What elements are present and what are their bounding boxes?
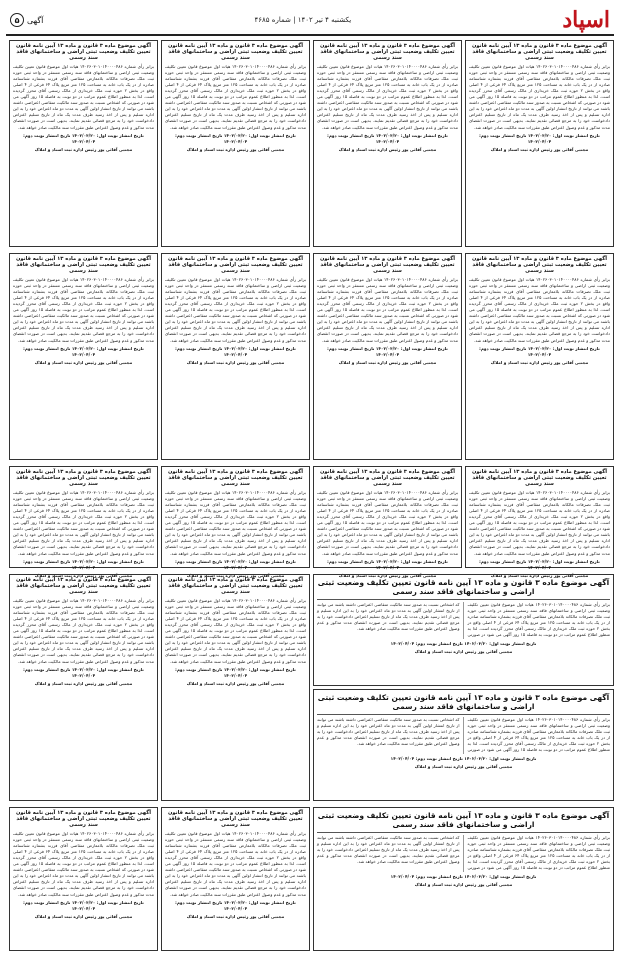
registration-notice <box>161 253 310 460</box>
notice-signature: مجتبی آقائی پور رئیس اداره ثبت اسناد و املاک <box>34 913 133 919</box>
notice-body: برابر رأی شماره ۱۴۰۲۶۰۳۰۱۰۱۴۰۰۰۰۴۸۶ هیات اول موضوع قانون تعیین تکلیف وضعیت ثبتی اراضی و ساختمانهای فاقد سند رسمی مستقر در واحد ثبتی حوزه ثبت ملک تصرفات مالکانه بلامعارض متقاضی آقای فرزند بشماره شناسنامه صادره از در یک باب خانه به مساحت ۱۲۵ متر مربع پلاک ۶۴ فرعی از ۴ اصلی واقع در بخش ۲ حوزه ثبت ملک خریداری از مالک رسمی آقای محرز گردیده است. لذا به منظور اطلاع عموم مراتب در دو نوبت به فاصله ۱۵ روز آگهی می شود در صورتی که اشخاص نسبت به صدور سند مالکیت متقاضی اعتراضی داشته باشند می توانند از تاریخ انتشار اولین آگهی به مدت دو ماه اعتراض خود را به این اداره تسلیم و پس از اخذ رسید ظرف مدت یک ماه از تاریخ تسلیم اعتراض دادخواست خود را به مرجع قضائی تقدیم نمایند. بدیهی است در صورت انقضای مدت مذکور و عدم وصول اعتراض طبق مقررات سند مالکیت صادر خواهد شد. <box>317 717 611 753</box>
notice-dates: تاریخ انتشار نوبت اول: ۱۴۰۲/۰۳/۲۰ تاریخ انتشار نوبت دوم: ۱۴۰۲/۰۴/۰۴ <box>327 132 448 144</box>
notice-signature: مجتبی آقائی پور رئیس اداره ثبت اسناد و املاک <box>34 146 133 152</box>
notice-title: آگهی موضوع ماده ۳ قانون و ماده ۱۳ آیین نامه قانون تعیین تکلیف وضعیت ثبتی اراضی و ساختمانهای فاقد سند رسمی <box>167 577 304 596</box>
notice-title: آگهی موضوع ماده ۳ قانون و ماده ۱۳ آیین نامه قانون تعیین تکلیف وضعیت ثبتی اراضی و ساختمانهای فاقد سند رسمی <box>167 43 304 62</box>
notice-body: برابر رأی شماره ۱۴۰۲۶۰۳۰۱۰۱۴۰۰۰۰۴۸۶ هیات اول موضوع قانون تعیین تکلیف وضعیت ثبتی اراضی و ساختمانهای فاقد سند رسمی مستقر در واحد ثبتی حوزه ثبت ملک تصرفات مالکانه بلامعارض متقاضی آقای فرزند بشماره شناسنامه صادره از در یک باب خانه به مساحت ۱۲۵ متر مربع پلاک ۶۴ فرعی از ۴ اصلی واقع در بخش ۲ حوزه ثبت ملک خریداری از مالک رسمی آقای محرز گردیده است. لذا به منظور اطلاع عموم مراتب در دو نوبت به فاصله ۱۵ روز آگهی می شود در صورتی که اشخاص نسبت به صدور سند مالکیت متقاضی اعتراضی داشته باشند می توانند از تاریخ انتشار اولین آگهی به مدت دو ماه اعتراض خود را به این اداره تسلیم و پس از اخذ رسید ظرف مدت یک ماه از تاریخ تسلیم اعتراض دادخواست خود را به مرجع قضائی تقدیم نمایند. بدیهی است در صورت انقضای مدت مذکور و عدم وصول اعتراض طبق مقررات سند مالکیت صادر خواهد شد. <box>13 830 155 897</box>
notice-dates: تاریخ انتشار نوبت اول: ۱۴۰۲/۰۳/۲۰ تاریخ انتشار نوبت دوم: ۱۴۰۲/۰۴/۰۴ <box>23 558 144 570</box>
notice-title: آگهی موضوع ماده ۳ قانون و ماده ۱۳ آیین نامه قانون تعیین تکلیف وضعیت ثبتی اراضی و ساختمانهای فاقد سند رسمی <box>15 810 152 829</box>
notice-dates: تاریخ انتشار نوبت اول: ۱۴۰۲/۰۳/۲۰ تاریخ انتشار نوبت دوم: ۱۴۰۲/۰۴/۰۴ <box>327 558 448 570</box>
notice-signature: مجتبی آقائی پور رئیس اداره ثبت اسناد و املاک <box>186 572 285 578</box>
notice-signature: مجتبی آقائی پور رئیس اداره ثبت اسناد و املاک <box>186 913 285 919</box>
notice-body: برابر رأی شماره ۱۴۰۲۶۰۳۰۱۰۱۴۰۰۰۰۴۸۶ هیات اول موضوع قانون تعیین تکلیف وضعیت ثبتی اراضی و ساختمانهای فاقد سند رسمی مستقر در واحد ثبتی حوزه ثبت ملک تصرفات مالکانه بلامعارض متقاضی آقای فرزند بشماره شناسنامه صادره از در یک باب خانه به مساحت ۱۲۵ متر مربع پلاک ۶۴ فرعی از ۴ اصلی واقع در بخش ۲ حوزه ثبت ملک خریداری از مالک رسمی آقای محرز گردیده است. لذا به منظور اطلاع عموم مراتب در دو نوبت به فاصله ۱۵ روز آگهی می شود در صورتی که اشخاص نسبت به صدور سند مالکیت متقاضی اعتراضی داشته باشند می توانند از تاریخ انتشار اولین آگهی به مدت دو ماه اعتراض خود را به این اداره تسلیم و پس از اخذ رسید ظرف مدت یک ماه از تاریخ تسلیم اعتراض دادخواست خود را به مرجع قضائی تقدیم نمایند. بدیهی است در صورت انقضای مدت مذکور و عدم وصول اعتراض طبق مقررات سند مالکیت صادر خواهد شد. <box>469 276 611 343</box>
notice-signature: مجتبی آقائی پور رئیس اداره ثبت اسناد و املاک <box>34 572 133 578</box>
notice-body: برابر رأی شماره ۱۴۰۲۶۰۳۰۱۰۱۴۰۰۰۰۴۸۶ هیات اول موضوع قانون تعیین تکلیف وضعیت ثبتی اراضی و ساختمانهای فاقد سند رسمی مستقر در واحد ثبتی حوزه ثبت ملک تصرفات مالکانه بلامعارض متقاضی آقای فرزند بشماره شناسنامه صادره از در یک باب خانه به مساحت ۱۲۵ متر مربع پلاک ۶۴ فرعی از ۴ اصلی واقع در بخش ۲ حوزه ثبت ملک خریداری از مالک رسمی آقای محرز گردیده است. لذا به منظور اطلاع عموم مراتب در دو نوبت به فاصله ۱۵ روز آگهی می شود در صورتی که اشخاص نسبت به صدور سند مالکیت متقاضی اعتراضی داشته باشند می توانند از تاریخ انتشار اولین آگهی به مدت دو ماه اعتراض خود را به این اداره تسلیم و پس از اخذ رسید ظرف مدت یک ماه از تاریخ تسلیم اعتراض دادخواست خود را به مرجع قضائی تقدیم نمایند. بدیهی است در صورت انقضای مدت مذکور و عدم وصول اعتراض طبق مقررات سند مالکیت صادر خواهد شد. <box>165 830 307 897</box>
notice-title: آگهی موضوع ماده ۳ قانون و ماده ۱۳ آیین نامه قانون تعیین تکلیف وضعیت ثبتی اراضی و ساختمانهای فاقد سند رسمی <box>15 577 152 596</box>
notice-body: برابر رأی شماره ۱۴۰۲۶۰۳۰۱۰۱۴۰۰۰۰۴۸۶ هیات اول موضوع قانون تعیین تکلیف وضعیت ثبتی اراضی و ساختمانهای فاقد سند رسمی مستقر در واحد ثبتی حوزه ثبت ملک تصرفات مالکانه بلامعارض متقاضی آقای فرزند بشماره شناسنامه صادره از در یک باب خانه به مساحت ۱۲۵ متر مربع پلاک ۶۴ فرعی از ۴ اصلی واقع در بخش ۲ حوزه ثبت ملک خریداری از مالک رسمی آقای محرز گردیده است. لذا به منظور اطلاع عموم مراتب در دو نوبت به فاصله ۱۵ روز آگهی می شود در صورتی که اشخاص نسبت به صدور سند مالکیت متقاضی اعتراضی داشته باشند می توانند از تاریخ انتشار اولین آگهی به مدت دو ماه اعتراض خود را به این اداره تسلیم و پس از اخذ رسید ظرف مدت یک ماه از تاریخ تسلیم اعتراض دادخواست خود را به مرجع قضائی تقدیم نمایند. بدیهی است در صورت انقضای مدت مذکور و عدم وصول اعتراض طبق مقررات سند مالکیت صادر خواهد شد. <box>165 597 307 664</box>
notice-title: آگهی موضوع ماده ۳ قانون و ماده ۱۳ آیین نامه قانون تعیین تکلیف وضعیت ثبتی اراضی و ساختمانهای فاقد سند رسمی <box>15 256 152 275</box>
issue-info: یکشنبه ۴ تیر ۱۴۰۲ | شماره ۴۶۸۵ <box>254 16 352 24</box>
registration-notice <box>9 253 158 460</box>
notice-title: آگهی موضوع ماده ۳ قانون و ماده ۱۳ آیین نامه قانون تعیین تکلیف وضعیت ثبتی اراضی و ساختمانهای فاقد سند رسمی <box>317 692 610 715</box>
notice-title: آگهی موضوع ماده ۳ قانون و ماده ۱۳ آیین نامه قانون تعیین تکلیف وضعیت ثبتی اراضی و ساختمانهای فاقد سند رسمی <box>319 469 456 488</box>
notice-dates: تاریخ انتشار نوبت اول: ۱۴۰۲/۰۳/۲۰ تاریخ انتشار نوبت دوم: ۱۴۰۲/۰۴/۰۴ <box>327 345 448 357</box>
notice-dates: تاریخ انتشار نوبت اول: ۱۴۰۲/۰۳/۲۰ تاریخ انتشار نوبت دوم: ۱۴۰۲/۰۴/۰۴ <box>479 345 600 357</box>
notice-body: برابر رأی شماره ۱۴۰۲۶۰۳۰۱۰۱۴۰۰۰۰۴۸۶ هیات اول موضوع قانون تعیین تکلیف وضعیت ثبتی اراضی و ساختمانهای فاقد سند رسمی مستقر در واحد ثبتی حوزه ثبت ملک تصرفات مالکانه بلامعارض متقاضی آقای فرزند بشماره شناسنامه صادره از در یک باب خانه به مساحت ۱۲۵ متر مربع پلاک ۶۴ فرعی از ۴ اصلی واقع در بخش ۲ حوزه ثبت ملک خریداری از مالک رسمی آقای محرز گردیده است. لذا به منظور اطلاع عموم مراتب در دو نوبت به فاصله ۱۵ روز آگهی می شود در صورتی که اشخاص نسبت به صدور سند مالکیت متقاضی اعتراضی داشته باشند می توانند از تاریخ انتشار اولین آگهی به مدت دو ماه اعتراض خود را به این اداره تسلیم و پس از اخذ رسید ظرف مدت یک ماه از تاریخ تسلیم اعتراض دادخواست خود را به مرجع قضائی تقدیم نمایند. بدیهی است در صورت انقضای مدت مذکور و عدم وصول اعتراض طبق مقررات سند مالکیت صادر خواهد شد. <box>13 63 155 130</box>
notice-dates: تاریخ انتشار نوبت اول: ۱۴۰۲/۰۳/۲۰ تاریخ انتشار نوبت دوم: ۱۴۰۲/۰۴/۰۴ <box>479 558 600 570</box>
registration-notice <box>161 40 310 247</box>
notice-body: برابر رأی شماره ۱۴۰۲۶۰۳۰۱۰۱۴۰۰۰۰۴۸۶ هیات اول موضوع قانون تعیین تکلیف وضعیت ثبتی اراضی و ساختمانهای فاقد سند رسمی مستقر در واحد ثبتی حوزه ثبت ملک تصرفات مالکانه بلامعارض متقاضی آقای فرزند بشماره شناسنامه صادره از در یک باب خانه به مساحت ۱۲۵ متر مربع پلاک ۶۴ فرعی از ۴ اصلی واقع در بخش ۲ حوزه ثبت ملک خریداری از مالک رسمی آقای محرز گردیده است. لذا به منظور اطلاع عموم مراتب در دو نوبت به فاصله ۱۵ روز آگهی می شود در صورتی که اشخاص نسبت به صدور سند مالکیت متقاضی اعتراضی داشته باشند می توانند از تاریخ انتشار اولین آگهی به مدت دو ماه اعتراض خود را به این اداره تسلیم و پس از اخذ رسید ظرف مدت یک ماه از تاریخ تسلیم اعتراض دادخواست خود را به مرجع قضائی تقدیم نمایند. بدیهی است در صورت انقضای مدت مذکور و عدم وصول اعتراض طبق مقررات سند مالکیت صادر خواهد شد. <box>317 276 459 343</box>
notice-dates: تاریخ انتشار نوبت اول: ۱۴۰۲/۰۳/۲۰ تاریخ انتشار نوبت دوم: ۱۴۰۲/۰۴/۰۴ <box>479 132 600 144</box>
notice-body: برابر رأی شماره ۱۴۰۲۶۰۳۰۱۰۱۴۰۰۰۰۴۸۶ هیات اول موضوع قانون تعیین تکلیف وضعیت ثبتی اراضی و ساختمانهای فاقد سند رسمی مستقر در واحد ثبتی حوزه ثبت ملک تصرفات مالکانه بلامعارض متقاضی آقای فرزند بشماره شناسنامه صادره از در یک باب خانه به مساحت ۱۲۵ متر مربع پلاک ۶۴ فرعی از ۴ اصلی واقع در بخش ۲ حوزه ثبت ملک خریداری از مالک رسمی آقای محرز گردیده است. لذا به منظور اطلاع عموم مراتب در دو نوبت به فاصله ۱۵ روز آگهی می شود در صورتی که اشخاص نسبت به صدور سند مالکیت متقاضی اعتراضی داشته باشند می توانند از تاریخ انتشار اولین آگهی به مدت دو ماه اعتراض خود را به این اداره تسلیم و پس از اخذ رسید ظرف مدت یک ماه از تاریخ تسلیم اعتراض دادخواست خود را به مرجع قضائی تقدیم نمایند. بدیهی است در صورت انقضای مدت مذکور و عدم وصول اعتراض طبق مقررات سند مالکیت صادر خواهد شد. <box>469 63 611 130</box>
notice-title: آگهی موضوع ماده ۳ قانون و ماده ۱۳ آیین نامه قانون تعیین تکلیف وضعیت ثبتی اراضی و ساختمانهای فاقد سند رسمی <box>167 810 304 829</box>
registration-notice <box>9 466 158 578</box>
notice-dates: تاریخ انتشار نوبت اول: ۱۴۰۲/۰۳/۲۰ تاریخ انتشار نوبت دوم: ۱۴۰۲/۰۴/۰۴ <box>175 558 296 570</box>
notice-title: آگهی موضوع ماده ۳ قانون و ماده ۱۳ آیین نامه قانون تعیین تکلیف وضعیت ثبتی اراضی و ساختمانهای فاقد سند رسمی <box>317 577 610 600</box>
notice-body: برابر رأی شماره ۱۴۰۲۶۰۳۰۱۰۱۴۰۰۰۰۴۸۶ هیات اول موضوع قانون تعیین تکلیف وضعیت ثبتی اراضی و ساختمانهای فاقد سند رسمی مستقر در واحد ثبتی حوزه ثبت ملک تصرفات مالکانه بلامعارض متقاضی آقای فرزند بشماره شناسنامه صادره از در یک باب خانه به مساحت ۱۲۵ متر مربع پلاک ۶۴ فرعی از ۴ اصلی واقع در بخش ۲ حوزه ثبت ملک خریداری از مالک رسمی آقای محرز گردیده است. لذا به منظور اطلاع عموم مراتب در دو نوبت به فاصله ۱۵ روز آگهی می شود در صورتی که اشخاص نسبت به صدور سند مالکیت متقاضی اعتراضی داشته باشند می توانند از تاریخ انتشار اولین آگهی به مدت دو ماه اعتراض خود را به این اداره تسلیم و پس از اخذ رسید ظرف مدت یک ماه از تاریخ تسلیم اعتراض دادخواست خود را به مرجع قضائی تقدیم نمایند. بدیهی است در صورت انقضای مدت مذکور و عدم وصول اعتراض طبق مقررات سند مالکیت صادر خواهد شد. <box>317 602 611 638</box>
notice-body: برابر رأی شماره ۱۴۰۲۶۰۳۰۱۰۱۴۰۰۰۰۴۸۶ هیات اول موضوع قانون تعیین تکلیف وضعیت ثبتی اراضی و ساختمانهای فاقد سند رسمی مستقر در واحد ثبتی حوزه ثبت ملک تصرفات مالکانه بلامعارض متقاضی آقای فرزند بشماره شناسنامه صادره از در یک باب خانه به مساحت ۱۲۵ متر مربع پلاک ۶۴ فرعی از ۴ اصلی واقع در بخش ۲ حوزه ثبت ملک خریداری از مالک رسمی آقای محرز گردیده است. لذا به منظور اطلاع عموم مراتب در دو نوبت به فاصله ۱۵ روز آگهی می شود در صورتی که اشخاص نسبت به صدور سند مالکیت متقاضی اعتراضی داشته باشند می توانند از تاریخ انتشار اولین آگهی به مدت دو ماه اعتراض خود را به این اداره تسلیم و پس از اخذ رسید ظرف مدت یک ماه از تاریخ تسلیم اعتراض دادخواست خود را به مرجع قضائی تقدیم نمایند. بدیهی است در صورت انقضای مدت مذکور و عدم وصول اعتراض طبق مقررات سند مالکیت صادر خواهد شد. <box>13 276 155 343</box>
notice-body: برابر رأی شماره ۱۴۰۲۶۰۳۰۱۰۱۴۰۰۰۰۴۸۶ هیات اول موضوع قانون تعیین تکلیف وضعیت ثبتی اراضی و ساختمانهای فاقد سند رسمی مستقر در واحد ثبتی حوزه ثبت ملک تصرفات مالکانه بلامعارض متقاضی آقای فرزند بشماره شناسنامه صادره از در یک باب خانه به مساحت ۱۲۵ متر مربع پلاک ۶۴ فرعی از ۴ اصلی واقع در بخش ۲ حوزه ثبت ملک خریداری از مالک رسمی آقای محرز گردیده است. لذا به منظور اطلاع عموم مراتب در دو نوبت به فاصله ۱۵ روز آگهی می شود در صورتی که اشخاص نسبت به صدور سند مالکیت متقاضی اعتراضی داشته باشند می توانند از تاریخ انتشار اولین آگهی به مدت دو ماه اعتراض خود را به این اداره تسلیم و پس از اخذ رسید ظرف مدت یک ماه از تاریخ تسلیم اعتراض دادخواست خود را به مرجع قضائی تقدیم نمایند. بدیهی است در صورت انقضای مدت مذکور و عدم وصول اعتراض طبق مقررات سند مالکیت صادر خواهد شد. <box>13 489 155 556</box>
registration-notice <box>465 253 614 460</box>
notice-body: برابر رأی شماره ۱۴۰۲۶۰۳۰۱۰۱۴۰۰۰۰۴۸۶ هیات اول موضوع قانون تعیین تکلیف وضعیت ثبتی اراضی و ساختمانهای فاقد سند رسمی مستقر در واحد ثبتی حوزه ثبت ملک تصرفات مالکانه بلامعارض متقاضی آقای فرزند بشماره شناسنامه صادره از در یک باب خانه به مساحت ۱۲۵ متر مربع پلاک ۶۴ فرعی از ۴ اصلی واقع در بخش ۲ حوزه ثبت ملک خریداری از مالک رسمی آقای محرز گردیده است. لذا به منظور اطلاع عموم مراتب در دو نوبت به فاصله ۱۵ روز آگهی می شود در صورتی که اشخاص نسبت به صدور سند مالکیت متقاضی اعتراضی داشته باشند می توانند از تاریخ انتشار اولین آگهی به مدت دو ماه اعتراض خود را به این اداره تسلیم و پس از اخذ رسید ظرف مدت یک ماه از تاریخ تسلیم اعتراض دادخواست خود را به مرجع قضائی تقدیم نمایند. بدیهی است در صورت انقضای مدت مذکور و عدم وصول اعتراض طبق مقررات سند مالکیت صادر خواهد شد. <box>469 489 611 556</box>
registration-notice <box>313 40 462 247</box>
notice-title: آگهی موضوع ماده ۳ قانون و ماده ۱۳ آیین نامه قانون تعیین تکلیف وضعیت ثبتی اراضی و ساختمانهای فاقد سند رسمی <box>317 810 610 833</box>
notice-signature: مجتبی آقائی پور رئیس اداره ثبت اسناد و املاک <box>414 648 513 654</box>
registration-notice <box>9 807 158 951</box>
notice-title: آگهی موضوع ماده ۳ قانون و ماده ۱۳ آیین نامه قانون تعیین تکلیف وضعیت ثبتی اراضی و ساختمانهای فاقد سند رسمی <box>15 43 152 62</box>
notice-signature: مجتبی آقائی پور رئیس اداره ثبت اسناد و املاک <box>34 359 133 365</box>
notice-body: برابر رأی شماره ۱۴۰۲۶۰۳۰۱۰۱۴۰۰۰۰۴۸۶ هیات اول موضوع قانون تعیین تکلیف وضعیت ثبتی اراضی و ساختمانهای فاقد سند رسمی مستقر در واحد ثبتی حوزه ثبت ملک تصرفات مالکانه بلامعارض متقاضی آقای فرزند بشماره شناسنامه صادره از در یک باب خانه به مساحت ۱۲۵ متر مربع پلاک ۶۴ فرعی از ۴ اصلی واقع در بخش ۲ حوزه ثبت ملک خریداری از مالک رسمی آقای محرز گردیده است. لذا به منظور اطلاع عموم مراتب در دو نوبت به فاصله ۱۵ روز آگهی می شود در صورتی که اشخاص نسبت به صدور سند مالکیت متقاضی اعتراضی داشته باشند می توانند از تاریخ انتشار اولین آگهی به مدت دو ماه اعتراض خود را به این اداره تسلیم و پس از اخذ رسید ظرف مدت یک ماه از تاریخ تسلیم اعتراض دادخواست خود را به مرجع قضائی تقدیم نمایند. بدیهی است در صورت انقضای مدت مذکور و عدم وصول اعتراض طبق مقررات سند مالکیت صادر خواهد شد. <box>317 63 459 130</box>
notice-dates: تاریخ انتشار نوبت اول: ۱۴۰۲/۰۳/۲۰ تاریخ انتشار نوبت دوم: ۱۴۰۲/۰۴/۰۴ <box>175 345 296 357</box>
notice-title: آگهی موضوع ماده ۳ قانون و ماده ۱۳ آیین نامه قانون تعیین تکلیف وضعیت ثبتی اراضی و ساختمانهای فاقد سند رسمی <box>15 469 152 488</box>
notice-dates: تاریخ انتشار نوبت اول: ۱۴۰۲/۰۳/۲۰ تاریخ انتشار نوبت دوم: ۱۴۰۲/۰۴/۰۴ <box>23 666 144 678</box>
notice-signature: مجتبی آقائی پور رئیس اداره ثبت اسناد و املاک <box>186 680 285 686</box>
notice-dates: تاریخ انتشار نوبت اول: ۱۴۰۲/۰۳/۲۰ تاریخ انتشار نوبت دوم: ۱۴۰۲/۰۴/۰۴ <box>175 132 296 144</box>
notice-signature: مجتبی آقائی پور رئیس اداره ثبت اسناد و املاک <box>338 572 437 578</box>
notice-signature: مجتبی آقائی پور رئیس اداره ثبت اسناد و املاک <box>338 146 437 152</box>
notice-title: آگهی موضوع ماده ۳ قانون و ماده ۱۳ آیین نامه قانون تعیین تکلیف وضعیت ثبتی اراضی و ساختمانهای فاقد سند رسمی <box>319 43 456 62</box>
notice-body: برابر رأی شماره ۱۴۰۲۶۰۳۰۱۰۱۴۰۰۰۰۴۸۶ هیات اول موضوع قانون تعیین تکلیف وضعیت ثبتی اراضی و ساختمانهای فاقد سند رسمی مستقر در واحد ثبتی حوزه ثبت ملک تصرفات مالکانه بلامعارض متقاضی آقای فرزند بشماره شناسنامه صادره از در یک باب خانه به مساحت ۱۲۵ متر مربع پلاک ۶۴ فرعی از ۴ اصلی واقع در بخش ۲ حوزه ثبت ملک خریداری از مالک رسمی آقای محرز گردیده است. لذا به منظور اطلاع عموم مراتب در دو نوبت به فاصله ۱۵ روز آگهی می شود در صورتی که اشخاص نسبت به صدور سند مالکیت متقاضی اعتراضی داشته باشند می توانند از تاریخ انتشار اولین آگهی به مدت دو ماه اعتراض خود را به این اداره تسلیم و پس از اخذ رسید ظرف مدت یک ماه از تاریخ تسلیم اعتراض دادخواست خود را به مرجع قضائی تقدیم نمایند. بدیهی است در صورت انقضای مدت مذکور و عدم وصول اعتراض طبق مقررات سند مالکیت صادر خواهد شد. <box>317 835 611 871</box>
notice-body: برابر رأی شماره ۱۴۰۲۶۰۳۰۱۰۱۴۰۰۰۰۴۸۶ هیات اول موضوع قانون تعیین تکلیف وضعیت ثبتی اراضی و ساختمانهای فاقد سند رسمی مستقر در واحد ثبتی حوزه ثبت ملک تصرفات مالکانه بلامعارض متقاضی آقای فرزند بشماره شناسنامه صادره از در یک باب خانه به مساحت ۱۲۵ متر مربع پلاک ۶۴ فرعی از ۴ اصلی واقع در بخش ۲ حوزه ثبت ملک خریداری از مالک رسمی آقای محرز گردیده است. لذا به منظور اطلاع عموم مراتب در دو نوبت به فاصله ۱۵ روز آگهی می شود در صورتی که اشخاص نسبت به صدور سند مالکیت متقاضی اعتراضی داشته باشند می توانند از تاریخ انتشار اولین آگهی به مدت دو ماه اعتراض خود را به این اداره تسلیم و پس از اخذ رسید ظرف مدت یک ماه از تاریخ تسلیم اعتراض دادخواست خود را به مرجع قضائی تقدیم نمایند. بدیهی است در صورت انقضای مدت مذکور و عدم وصول اعتراض طبق مقررات سند مالکیت صادر خواهد شد. <box>13 597 155 664</box>
notice-title: آگهی موضوع ماده ۳ قانون و ماده ۱۳ آیین نامه قانون تعیین تکلیف وضعیت ثبتی اراضی و ساختمانهای فاقد سند رسمی <box>167 469 304 488</box>
section-label: آگهی <box>27 15 44 25</box>
registration-notice <box>313 574 614 686</box>
notice-signature: مجتبی آقائی پور رئیس اداره ثبت اسناد و املاک <box>490 572 589 578</box>
notice-signature: مجتبی آقائی پور رئیس اداره ثبت اسناد و املاک <box>34 680 133 686</box>
notice-signature: مجتبی آقائی پور رئیس اداره ثبت اسناد و املاک <box>186 146 285 152</box>
notice-title: آگهی موضوع ماده ۳ قانون و ماده ۱۳ آیین نامه قانون تعیین تکلیف وضعیت ثبتی اراضی و ساختمانهای فاقد سند رسمی <box>471 469 608 488</box>
notice-dates: تاریخ انتشار نوبت اول: ۱۴۰۲/۰۳/۲۰ تاریخ انتشار نوبت دوم: ۱۴۰۲/۰۴/۰۴ <box>390 755 537 761</box>
notice-dates: تاریخ انتشار نوبت اول: ۱۴۰۲/۰۳/۲۰ تاریخ انتشار نوبت دوم: ۱۴۰۲/۰۴/۰۴ <box>390 873 537 879</box>
registration-notice <box>313 253 462 460</box>
registration-notice <box>465 466 614 578</box>
notice-signature: مجتبی آقائی پور رئیس اداره ثبت اسناد و املاک <box>414 881 513 887</box>
notice-body: برابر رأی شماره ۱۴۰۲۶۰۳۰۱۰۱۴۰۰۰۰۴۸۶ هیات اول موضوع قانون تعیین تکلیف وضعیت ثبتی اراضی و ساختمانهای فاقد سند رسمی مستقر در واحد ثبتی حوزه ثبت ملک تصرفات مالکانه بلامعارض متقاضی آقای فرزند بشماره شناسنامه صادره از در یک باب خانه به مساحت ۱۲۵ متر مربع پلاک ۶۴ فرعی از ۴ اصلی واقع در بخش ۲ حوزه ثبت ملک خریداری از مالک رسمی آقای محرز گردیده است. لذا به منظور اطلاع عموم مراتب در دو نوبت به فاصله ۱۵ روز آگهی می شود در صورتی که اشخاص نسبت به صدور سند مالکیت متقاضی اعتراضی داشته باشند می توانند از تاریخ انتشار اولین آگهی به مدت دو ماه اعتراض خود را به این اداره تسلیم و پس از اخذ رسید ظرف مدت یک ماه از تاریخ تسلیم اعتراض دادخواست خود را به مرجع قضائی تقدیم نمایند. بدیهی است در صورت انقضای مدت مذکور و عدم وصول اعتراض طبق مقررات سند مالکیت صادر خواهد شد. <box>317 489 459 556</box>
registration-notice <box>9 40 158 247</box>
notice-body: برابر رأی شماره ۱۴۰۲۶۰۳۰۱۰۱۴۰۰۰۰۴۸۶ هیات اول موضوع قانون تعیین تکلیف وضعیت ثبتی اراضی و ساختمانهای فاقد سند رسمی مستقر در واحد ثبتی حوزه ثبت ملک تصرفات مالکانه بلامعارض متقاضی آقای فرزند بشماره شناسنامه صادره از در یک باب خانه به مساحت ۱۲۵ متر مربع پلاک ۶۴ فرعی از ۴ اصلی واقع در بخش ۲ حوزه ثبت ملک خریداری از مالک رسمی آقای محرز گردیده است. لذا به منظور اطلاع عموم مراتب در دو نوبت به فاصله ۱۵ روز آگهی می شود در صورتی که اشخاص نسبت به صدور سند مالکیت متقاضی اعتراضی داشته باشند می توانند از تاریخ انتشار اولین آگهی به مدت دو ماه اعتراض خود را به این اداره تسلیم و پس از اخذ رسید ظرف مدت یک ماه از تاریخ تسلیم اعتراض دادخواست خود را به مرجع قضائی تقدیم نمایند. بدیهی است در صورت انقضای مدت مذکور و عدم وصول اعتراض طبق مقررات سند مالکیت صادر خواهد شد. <box>165 63 307 130</box>
notice-title: آگهی موضوع ماده ۳ قانون و ماده ۱۳ آیین نامه قانون تعیین تکلیف وضعیت ثبتی اراضی و ساختمانهای فاقد سند رسمی <box>471 256 608 275</box>
notice-dates: تاریخ انتشار نوبت اول: ۱۴۰۲/۰۳/۲۰ تاریخ انتشار نوبت دوم: ۱۴۰۲/۰۴/۰۴ <box>390 640 537 646</box>
registration-notice <box>9 574 158 801</box>
notice-dates: تاریخ انتشار نوبت اول: ۱۴۰۲/۰۳/۲۰ تاریخ انتشار نوبت دوم: ۱۴۰۲/۰۴/۰۴ <box>23 899 144 911</box>
notice-dates: تاریخ انتشار نوبت اول: ۱۴۰۲/۰۳/۲۰ تاریخ انتشار نوبت دوم: ۱۴۰۲/۰۴/۰۴ <box>175 899 296 911</box>
registration-notice <box>313 807 614 951</box>
page-number: ۵ <box>10 13 24 27</box>
registration-notice <box>313 689 614 801</box>
page-badge <box>10 13 43 27</box>
notice-title: آگهی موضوع ماده ۳ قانون و ماده ۱۳ آیین نامه قانون تعیین تکلیف وضعیت ثبتی اراضی و ساختمانهای فاقد سند رسمی <box>319 256 456 275</box>
notice-signature: مجتبی آقائی پور رئیس اداره ثبت اسناد و املاک <box>490 359 589 365</box>
notice-signature: مجتبی آقائی پور رئیس اداره ثبت اسناد و املاک <box>186 359 285 365</box>
registration-notice <box>465 40 614 247</box>
notice-signature: مجتبی آقائی پور رئیس اداره ثبت اسناد و املاک <box>490 146 589 152</box>
registration-notice <box>161 466 310 578</box>
ads-grid <box>6 40 614 954</box>
registration-notice <box>313 466 462 578</box>
notice-dates: تاریخ انتشار نوبت اول: ۱۴۰۲/۰۳/۲۰ تاریخ انتشار نوبت دوم: ۱۴۰۲/۰۴/۰۴ <box>23 345 144 357</box>
registration-notice <box>161 574 310 801</box>
masthead <box>6 6 614 36</box>
notice-signature: مجتبی آقائی پور رئیس اداره ثبت اسناد و املاک <box>338 359 437 365</box>
notice-title: آگهی موضوع ماده ۳ قانون و ماده ۱۳ آیین نامه قانون تعیین تکلیف وضعیت ثبتی اراضی و ساختمانهای فاقد سند رسمی <box>167 256 304 275</box>
newspaper-logo: اسپاد <box>562 7 610 33</box>
registration-notice <box>161 807 310 951</box>
notice-body: برابر رأی شماره ۱۴۰۲۶۰۳۰۱۰۱۴۰۰۰۰۴۸۶ هیات اول موضوع قانون تعیین تکلیف وضعیت ثبتی اراضی و ساختمانهای فاقد سند رسمی مستقر در واحد ثبتی حوزه ثبت ملک تصرفات مالکانه بلامعارض متقاضی آقای فرزند بشماره شناسنامه صادره از در یک باب خانه به مساحت ۱۲۵ متر مربع پلاک ۶۴ فرعی از ۴ اصلی واقع در بخش ۲ حوزه ثبت ملک خریداری از مالک رسمی آقای محرز گردیده است. لذا به منظور اطلاع عموم مراتب در دو نوبت به فاصله ۱۵ روز آگهی می شود در صورتی که اشخاص نسبت به صدور سند مالکیت متقاضی اعتراضی داشته باشند می توانند از تاریخ انتشار اولین آگهی به مدت دو ماه اعتراض خود را به این اداره تسلیم و پس از اخذ رسید ظرف مدت یک ماه از تاریخ تسلیم اعتراض دادخواست خود را به مرجع قضائی تقدیم نمایند. بدیهی است در صورت انقضای مدت مذکور و عدم وصول اعتراض طبق مقررات سند مالکیت صادر خواهد شد. <box>165 276 307 343</box>
notice-body: برابر رأی شماره ۱۴۰۲۶۰۳۰۱۰۱۴۰۰۰۰۴۸۶ هیات اول موضوع قانون تعیین تکلیف وضعیت ثبتی اراضی و ساختمانهای فاقد سند رسمی مستقر در واحد ثبتی حوزه ثبت ملک تصرفات مالکانه بلامعارض متقاضی آقای فرزند بشماره شناسنامه صادره از در یک باب خانه به مساحت ۱۲۵ متر مربع پلاک ۶۴ فرعی از ۴ اصلی واقع در بخش ۲ حوزه ثبت ملک خریداری از مالک رسمی آقای محرز گردیده است. لذا به منظور اطلاع عموم مراتب در دو نوبت به فاصله ۱۵ روز آگهی می شود در صورتی که اشخاص نسبت به صدور سند مالکیت متقاضی اعتراضی داشته باشند می توانند از تاریخ انتشار اولین آگهی به مدت دو ماه اعتراض خود را به این اداره تسلیم و پس از اخذ رسید ظرف مدت یک ماه از تاریخ تسلیم اعتراض دادخواست خود را به مرجع قضائی تقدیم نمایند. بدیهی است در صورت انقضای مدت مذکور و عدم وصول اعتراض طبق مقررات سند مالکیت صادر خواهد شد. <box>165 489 307 556</box>
notice-dates: تاریخ انتشار نوبت اول: ۱۴۰۲/۰۳/۲۰ تاریخ انتشار نوبت دوم: ۱۴۰۲/۰۴/۰۴ <box>175 666 296 678</box>
notice-signature: مجتبی آقائی پور رئیس اداره ثبت اسناد و املاک <box>414 763 513 769</box>
notice-title: آگهی موضوع ماده ۳ قانون و ماده ۱۳ آیین نامه قانون تعیین تکلیف وضعیت ثبتی اراضی و ساختمانهای فاقد سند رسمی <box>471 43 608 62</box>
notice-dates: تاریخ انتشار نوبت اول: ۱۴۰۲/۰۳/۲۰ تاریخ انتشار نوبت دوم: ۱۴۰۲/۰۴/۰۴ <box>23 132 144 144</box>
